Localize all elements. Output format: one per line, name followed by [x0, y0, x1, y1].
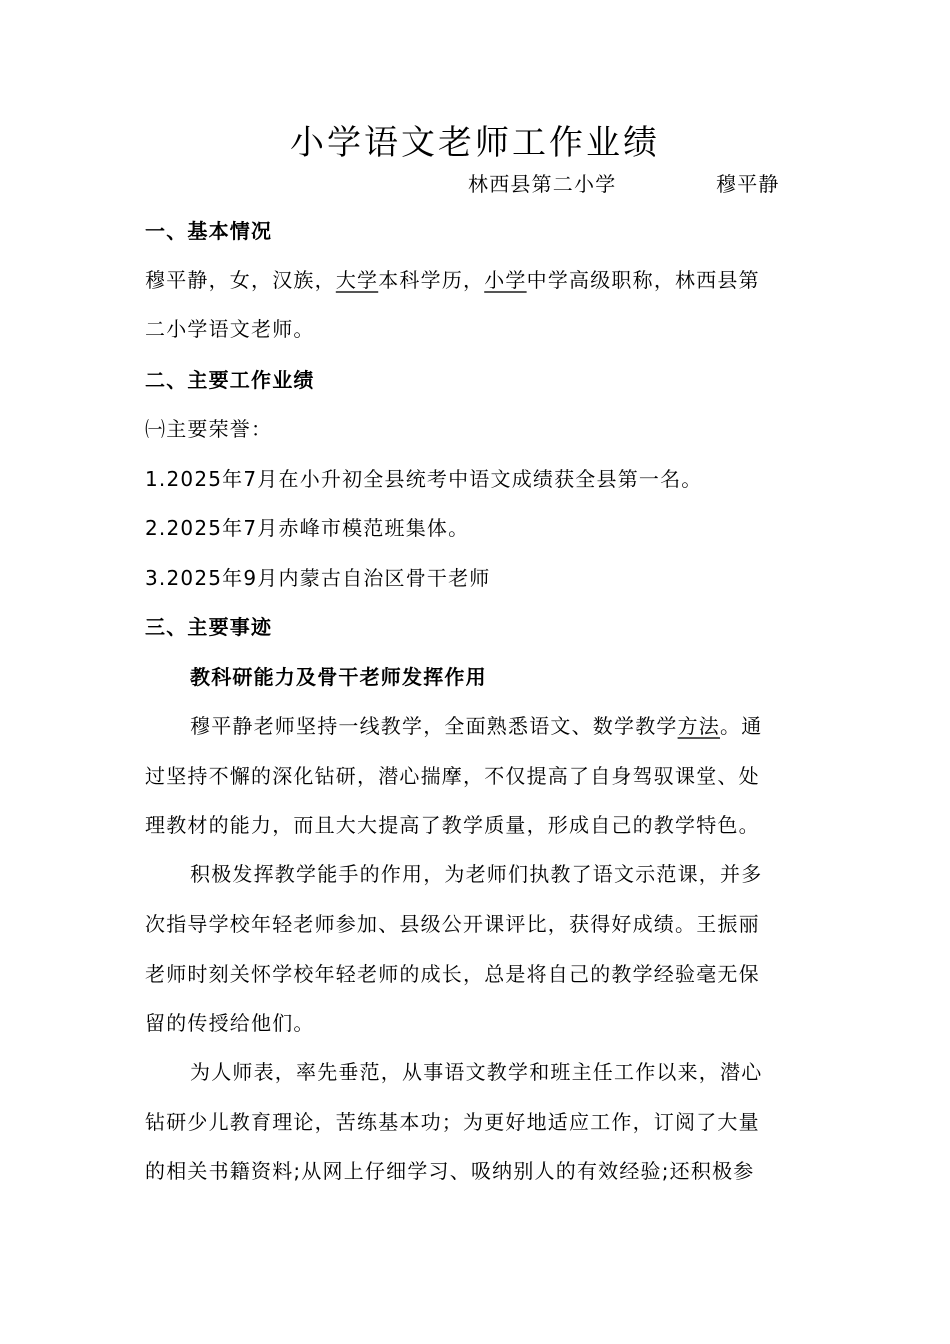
honor-item-1: 1.2025年7月在小升初全县统考中语文成绩获全县第一名。	[145, 467, 703, 491]
section-heading-achievements: 二、主要工作业绩	[145, 368, 315, 392]
para3-line-2: 钻研少儿教育理论，苦练基本功；为更好地适应工作，订阅了大量	[145, 1110, 760, 1134]
para3-line-1: 为人师表，率先垂范，从事语文教学和班主任工作以来，潜心	[190, 1060, 763, 1084]
para2-line-4: 留的传授给他们。	[145, 1011, 315, 1035]
document-title: 小学语文老师工作业绩	[290, 123, 660, 163]
para2-line-3: 老师时刻关怀学校年轻老师的成长，总是将自己的教学经验毫无保	[145, 962, 760, 986]
honor-item-3: 3.2025年9月内蒙古自治区骨干老师	[145, 566, 491, 590]
text-span: 本科学历，	[378, 268, 485, 292]
byline-school: 林西县第二小学	[468, 172, 617, 196]
honors-subheading: ㈠主要荣誉：	[145, 417, 273, 441]
link-primary-school[interactable]: 小学	[484, 268, 527, 292]
section-heading-deeds: 三、主要事迹	[145, 615, 273, 639]
text-span: 穆平静，女，汉族，	[145, 268, 336, 292]
text-span: 。通	[720, 714, 763, 738]
basic-info-line-2: 二小学语文老师。	[145, 317, 315, 341]
byline-author: 穆平静	[716, 172, 780, 196]
honor-item-2: 2.2025年7月赤峰市模范班集体。	[145, 516, 470, 540]
para3-line-3: 的相关书籍资料;从网上仔细学习、吸纳别人的有效经验;还积极参	[145, 1159, 755, 1183]
basic-info-line-1	[145, 266, 760, 294]
text-span: 穆平静老师坚持一线教学，全面熟悉语文、数学教学	[190, 714, 678, 738]
para1-line-2: 过坚持不懈的深化钻研，潜心揣摩，不仅提高了自身驾驭课堂、处	[145, 764, 760, 788]
para2-line-2: 次指导学校年轻老师参加、县级公开课评比，获得好成绩。王振丽	[145, 912, 760, 936]
para2-line-1: 积极发挥教学能手的作用，为老师们执教了语文示范课，并多	[190, 862, 763, 886]
link-method[interactable]: 方法	[677, 714, 721, 738]
section-heading-basic-info: 一、基本情况	[145, 219, 273, 243]
link-university[interactable]: 大学	[335, 268, 379, 292]
para1-line-3: 理教材的能力，而且大大提高了教学质量，形成自己的教学特色。	[145, 813, 760, 837]
text-span: 中学高级职称，林西县第	[526, 268, 760, 292]
para1-line-1	[190, 712, 762, 740]
deeds-subheading: 教科研能力及骨干老师发挥作用	[190, 665, 487, 689]
